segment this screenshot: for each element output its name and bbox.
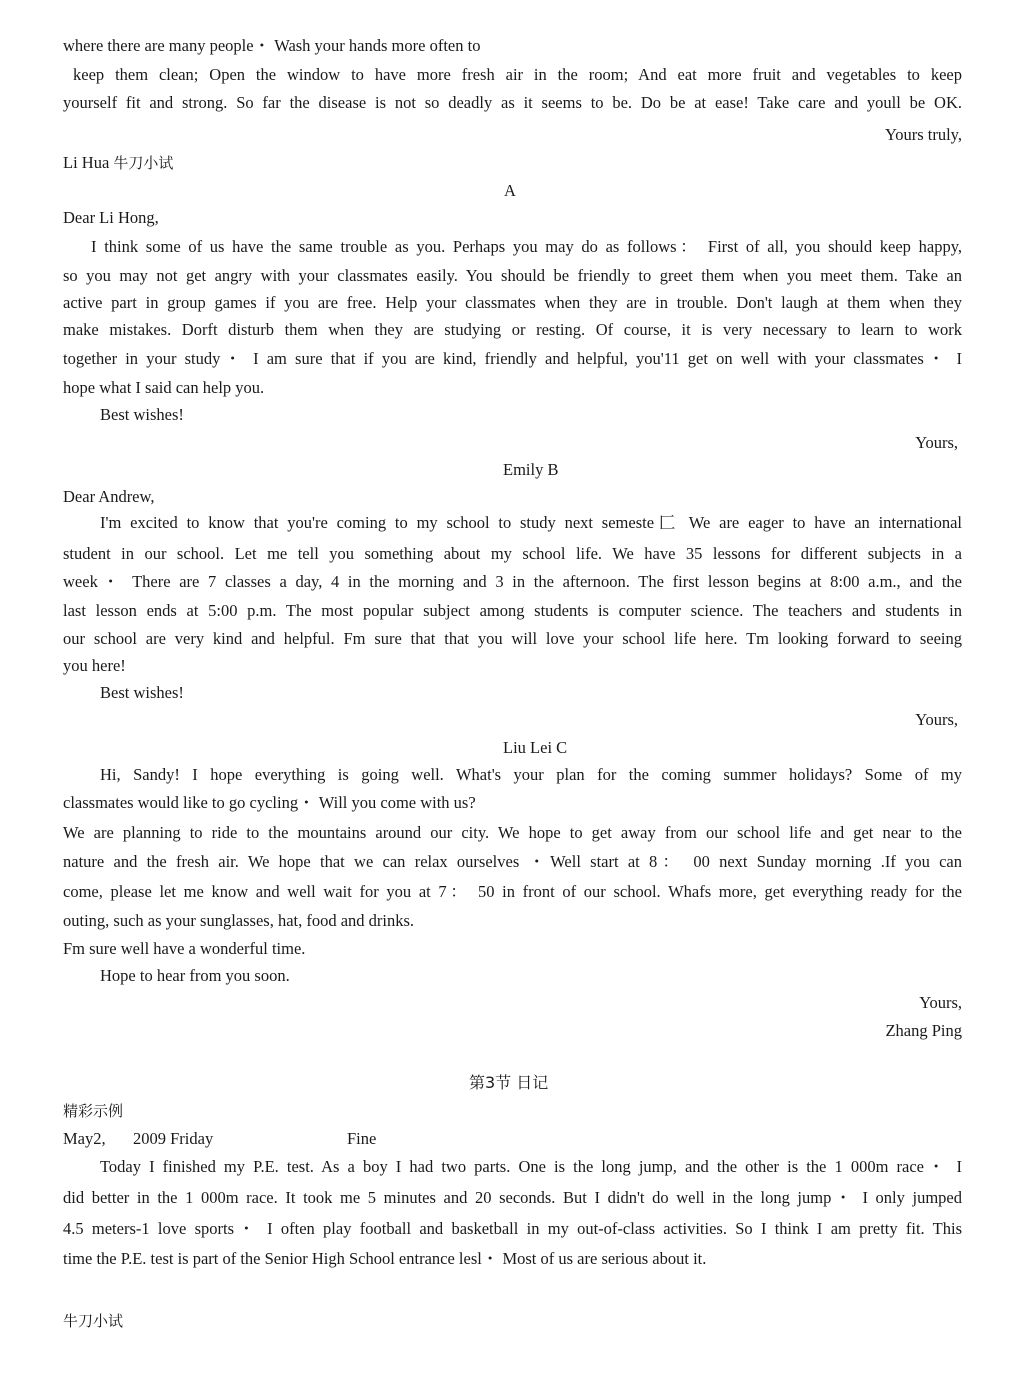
letter-a-line-5: together in your study・ I am sure that if you are kind, friendly and helpful, you'11 get on well with your classmates・ I (63, 349, 962, 368)
section-title: 第3节 日记 (469, 1073, 549, 1092)
letter1-line-1: where there are many people・ Wash your hands more often to (63, 36, 481, 55)
diary-line-1: Today I finished my P.E. test. As a boy I had two parts. One is the long jump, and the other is the 1 000m race・ I (100, 1157, 962, 1176)
letter-c-line-3: We are planning to ride to the mountains around our city. We hope to get away from our school life and get near to the (63, 823, 962, 842)
letter-b-line-3: week・ There are 7 classes a day, 4 in the morning and 3 in the afternoon. The first lesson begins at 8:00 a.m., and the (63, 572, 962, 591)
letter-a-greeting: Dear Li Hong, (63, 208, 159, 227)
letter-c-signature: Zhang Ping (885, 1021, 962, 1040)
document-page (63, 0, 962, 1383)
letter-b-line-4: last lesson ends at 5:00 p.m. The most popular subject among students is computer science. The teachers and students in (63, 601, 962, 620)
letter-b-line-2: student in our school. Let me tell you something about my school life. We have 35 lessons for different subjects in a (63, 544, 962, 563)
letter-b-line-1: I'm excited to know that you're coming to my school to study next semeste匚 We are eager to have an international (100, 513, 962, 532)
footer-label: 牛刀小试 (63, 1312, 124, 1330)
letter-b-signature: Liu Lei C (503, 738, 568, 757)
letter1-line-3: yourself fit and strong. So far the disease is not so deadly as it seems to be. Do be at ease! Take care and youll be OK. (63, 93, 962, 112)
letter1-closing: Yours truly, (884, 125, 962, 144)
letter-c-line-2: classmates would like to go cycling・ Will you come with us? (63, 793, 476, 812)
letter-a-closing: Yours, (915, 433, 958, 452)
letter-a-signature: Emily B (503, 460, 559, 479)
letter-c-line-4: nature and the fresh air. We hope that we can relax ourselves ・Well start at 8： 00 next Sunday morning .If you can (63, 852, 962, 871)
diary-line-2: did better in the 1 000m race. It took me 5 minutes and 20 seconds. But I didn't do well in the long jump・ I only jumped (63, 1188, 962, 1207)
letter-c-line-6: outing, such as your sunglasses, hat, food and drinks. (63, 911, 415, 930)
letter-a-wishes: Best wishes! (100, 405, 184, 424)
letter-c-line-1: Hi, Sandy! I hope everything is going well. What's your plan for the coming summer holidays? Some of my (100, 765, 962, 784)
letter-c-line-7: Fm sure well have a wonderful time. (63, 939, 306, 958)
letter1-signature-line (63, 153, 173, 173)
letter1-signature: Li Hua (63, 153, 110, 172)
letter-a-line-6: hope what I said can help you. (63, 378, 265, 397)
letter-a-line-3: active part in group games if you are free. Help your classmates when they are in trouble. Don't laugh at them when they (63, 293, 962, 312)
letter-a-label: A (504, 181, 516, 200)
letter-b-line-5: our school are very kind and helpful. Fm sure that that you will love your school life here. Tm looking forward to seeing (63, 629, 962, 648)
letter1-signature-cjk: 牛刀小试 (113, 154, 174, 172)
letter-b-greeting: Dear Andrew, (63, 487, 155, 506)
letter-c-closing: Yours, (919, 993, 962, 1012)
letter-b-wishes: Best wishes! (100, 683, 184, 702)
letter-a-line-4: make mistakes. Dorft disturb them when they are studying or resting. Of course, it is very necessary to learn to work (63, 320, 962, 339)
letter-b-line-6: you here! (63, 656, 126, 675)
diary-date: May2, (63, 1129, 106, 1148)
letter-a-line-1: I think some of us have the same trouble as you. Perhaps you may do as follows： First of all, you should keep happy, (91, 237, 962, 256)
diary-line-3: 4.5 meters-1 love sports・ I often play football and basketball in my out-of-class activities. So I think I am pretty fit. This (63, 1219, 962, 1238)
letter-a-line-2: so you may not get angry with your classmates easily. You should be friendly to greet them when you meet them. Take an (63, 266, 962, 285)
diary-weather: Fine (347, 1129, 377, 1148)
diary-line-4: time the P.E. test is part of the Senior High School entrance lesl・ Most of us are serious about it. (63, 1249, 707, 1268)
letter-c-line-5: come, please let me know and well wait for you at 7： 50 in front of our school. Whafs more, get everything ready for the (63, 882, 962, 901)
letter-c-hope: Hope to hear from you soon. (100, 966, 290, 985)
example-label: 精彩示例 (63, 1102, 124, 1120)
letter-b-closing: Yours, (915, 710, 958, 729)
letter1-line-2: keep them clean; Open the window to have more fresh air in the room; And eat more fruit and vegetables to keep (73, 65, 962, 84)
diary-year-day: 2009 Friday (133, 1129, 214, 1148)
